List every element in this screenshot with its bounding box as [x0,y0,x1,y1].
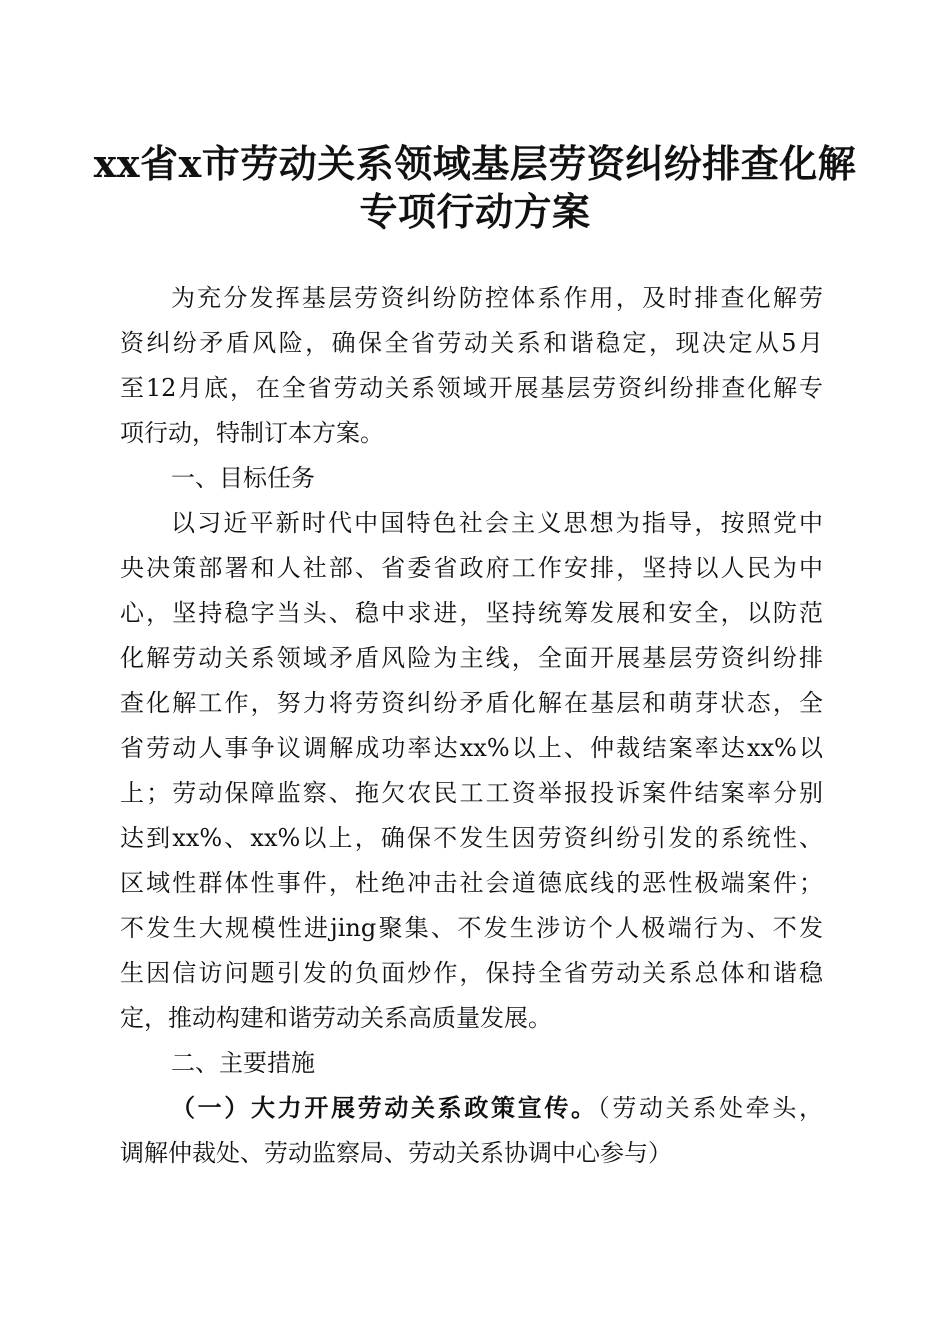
section1-line-4: 化解劳动关系领域矛盾风险为主线，全面开展基层劳资纠纷排 [120,644,823,672]
section1-line-12: 定，推动构建和谐劳动关系高质量发展。 [120,1004,552,1032]
intro-line-4: 项行动，特制订本方案。 [120,419,384,447]
document-title-line-2: 专项行动方案 [359,189,591,234]
section1-line-3: 心，坚持稳字当头、稳中求进，坚持统筹发展和安全，以防范 [120,599,823,627]
subsection-1-title: （一）大力开展劳动关系政策宣传。 [171,1093,598,1122]
subsection-1-line-1 [171,1090,823,1126]
section1-line-2: 央决策部署和人社部、省委省政府工作安排，坚持以人民为中 [120,554,823,582]
intro-line-1: 为充分发挥基层劳资纠纷防控体系作用，及时排查化解劳 [171,284,823,312]
section1-line-7: 上；劳动保障监察、拖欠农民工工资举报投诉案件结案率分别 [120,779,823,807]
section1-line-8: 达到xx%、xx%以上，确保不发生因劳资纠纷引发的系统性、 [120,824,823,852]
section1-line-6: 省劳动人事争议调解成功率达xx%以上、仲裁结案率达xx%以 [120,734,823,762]
section1-line-1: 以习近平新时代中国特色社会主义思想为指导，按照党中 [171,509,823,537]
section-heading-measures: 二、主要措施 [171,1049,315,1077]
section1-line-5: 查化解工作，努力将劳资纠纷矛盾化解在基层和萌芽状态，全 [120,689,823,717]
intro-line-3: 至12月底，在全省劳动关系领域开展基层劳资纠纷排查化解专 [120,374,823,402]
section1-line-11: 生因信访问题引发的负面炒作，保持全省劳动关系总体和谐稳 [120,959,823,987]
intro-line-2: 资纠纷矛盾风险，确保全省劳动关系和谐稳定，现决定从5月 [120,329,823,357]
subsection-1-lead-note: （劳动关系处牵头， [597,1094,824,1122]
section1-line-10: 不发生大规模性进jing聚集、不发生涉访个人极端行为、不发 [120,914,823,942]
subsection-1-line-2: 调解仲裁处、劳动监察局、劳动关系协调中心参与） [120,1139,672,1167]
section1-line-9: 区域性群体性事件，杜绝冲击社会道德底线的恶性极端案件； [120,869,823,897]
document-title-line-1: xx省x市劳动关系领域基层劳资纠纷排查化解 [93,141,857,186]
section-heading-goals: 一、目标任务 [171,464,315,492]
